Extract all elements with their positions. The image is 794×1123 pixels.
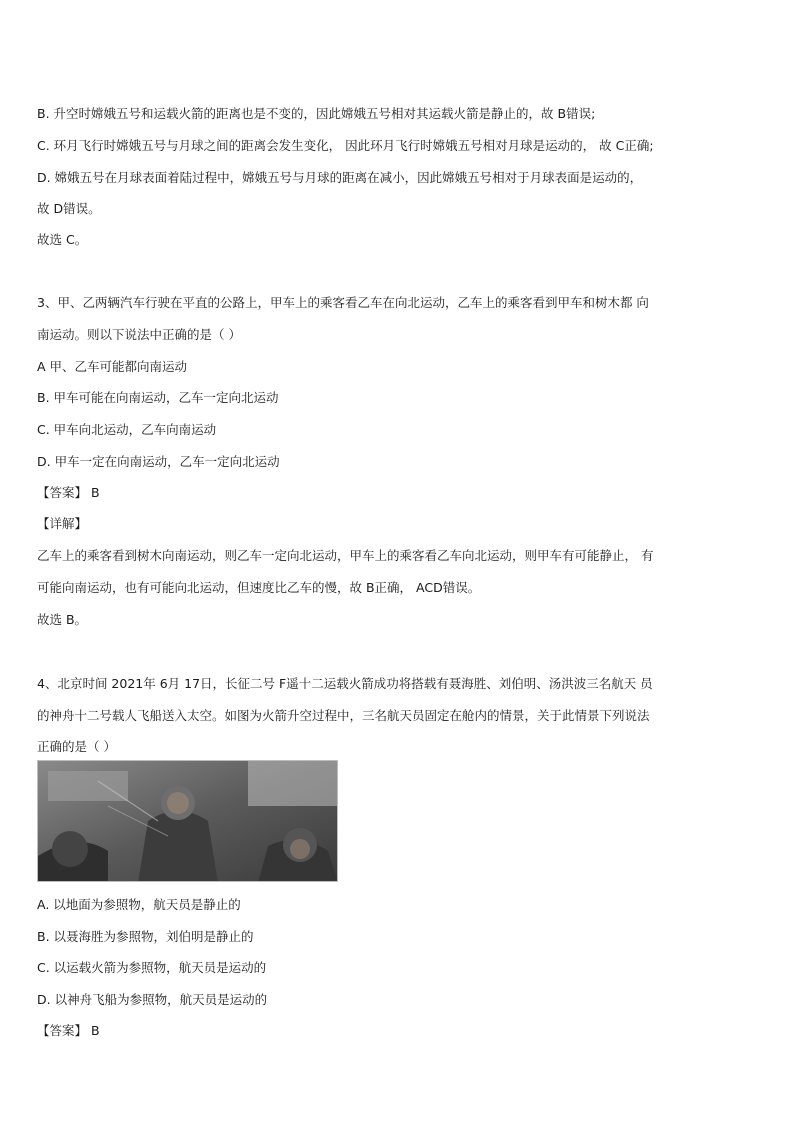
q4-answer: 【答案】 B: [37, 1023, 100, 1038]
q3-option-c: C. 甲车向北运动，乙车向南运动: [37, 422, 217, 437]
q3-option-b: B. 甲车可能在向南运动，乙车一定向北运动: [37, 390, 279, 405]
q4-stem-line1: 4、北京时间 2021年 6月 17日，长征二号 F遥十二运载火箭成功将搭载有聂海胜、刘伯明、汤洪波三名航天 员: [37, 676, 653, 691]
q4-stem-line2: 的神舟十二号载人飞船送入太空。如图为火箭升空过程中，三名航天员固定在舱内的情景，关于此情景下列说法: [37, 708, 650, 723]
q3-option-d: D. 甲车一定在向南运动，乙车一定向北运动: [37, 454, 280, 469]
q3-stem-line2: 南运动。则以下说法中正确的是（ ）: [37, 327, 241, 342]
prev-option-d-explanation: D. 嫦娥五号在月球表面着陆过程中，嫦娥五号与月球的距离在减小，因此嫦娥五号相对于月球表面是运动的，: [37, 170, 643, 185]
astronauts-cabin-photo: [37, 760, 338, 882]
prev-conclusion: 故选 C。: [37, 232, 88, 247]
q4-stem-line3: 正确的是（ ）: [37, 739, 116, 754]
q3-answer: 【答案】 B: [37, 485, 100, 500]
q3-detail-line1: 乙车上的乘客看到树木向南运动，则乙车一定向北运动，甲车上的乘客看乙车向北运动，则甲车有可能静止， 有: [37, 548, 654, 563]
q3-detail-label: 【详解】: [37, 516, 88, 531]
prev-option-d-continued: 故 D错误。: [37, 201, 101, 216]
q4-option-c: C. 以运载火箭为参照物，航天员是运动的: [37, 960, 267, 975]
prev-option-c-explanation: C. 环月飞行时嫦娥五号与月球之间的距离会发生变化， 因此环月飞行时嫦娥五号相对月球是运动的， 故 C正确;: [37, 138, 654, 153]
q3-conclusion: 故选 B。: [37, 612, 88, 627]
q3-option-a: A 甲、乙车可能都向南运动: [37, 359, 188, 374]
q4-option-d: D. 以神舟飞船为参照物，航天员是运动的: [37, 992, 268, 1007]
q4-option-b: B. 以聂海胜为参照物，刘伯明是静止的: [37, 929, 254, 944]
q3-detail-line2: 可能向南运动，也有可能向北运动，但速度比乙车的慢，故 B正确， ACD错误。: [37, 580, 481, 595]
prev-option-b-explanation: B. 升空时嫦娥五号和运载火箭的距离也是不变的，因此嫦娥五号相对其运载火箭是静止的，故 B错误;: [37, 106, 596, 121]
q4-option-a: A. 以地面为参照物，航天员是静止的: [37, 897, 241, 912]
q3-stem-line1: 3、甲、乙两辆汽车行驶在平直的公路上，甲车上的乘客看乙车在向北运动，乙车上的乘客看到甲车和树木都 向: [37, 295, 649, 310]
